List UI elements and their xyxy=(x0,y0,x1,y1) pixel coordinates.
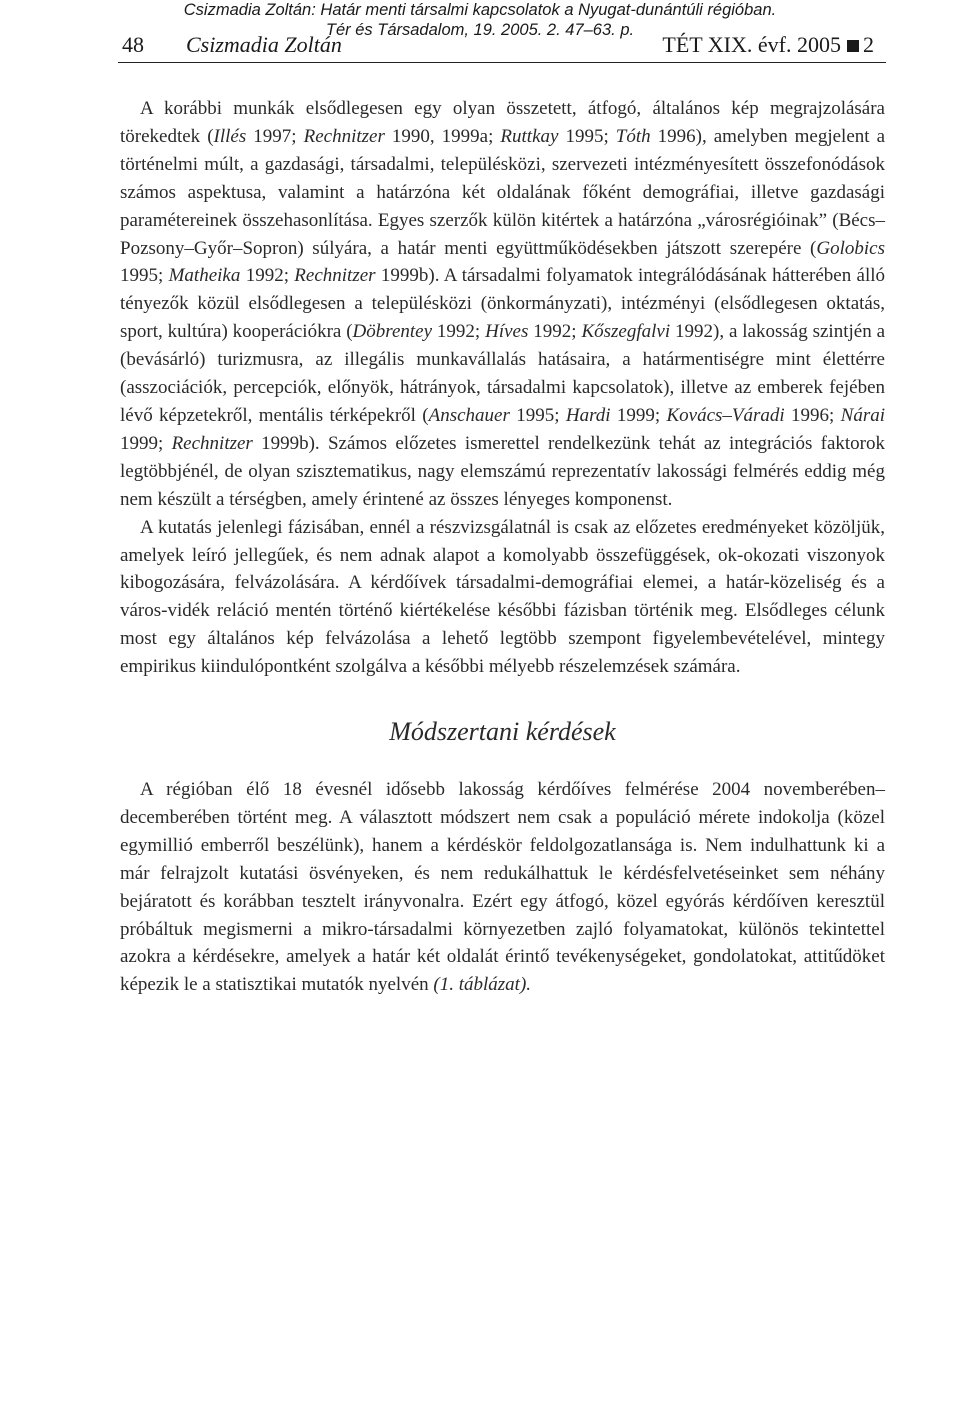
paragraph-1: A korábbi munkák elsődlegesen egy olyan összetett, átfogó, általános kép megrajzolására törekedtek (Illés 1997; Rechnitzer 1990, 1999a; Ruttkay 1995; Tóth 1996), amelyben megjelent a történelmi múlt, a gazdasági, társadalmi, településközi, szervezeti intézményesített összefonódások számos aspektusa, valamint a határzóna két oldalának főként demográfiai, illetve gazdasági paramétereinek összehasonlítása. Egyes szerzők külön kitértek a határzóna „városrégióinak” (Bécs–Pozsony–Győr–Sopron) súlyára, a határ menti együttműködésekben játszott szerepére (Golobics 1995; Matheika 1992; Rechnitzer 1999b). A társadalmi folyamatok integrálódásának hátterében álló tényezők közül elsődlegesen a településközi (önkormányzati), intézményi (elsődlegesen oktatás, sport, kultúra) kooperációkra (Döbrentey 1992; Híves 1992; Kőszegfalvi 1992), a lakosság szintjén a (bevásárló) turizmusra, az illegális munkavállalás hatásaira, a határmentiségre mint élettérre (asszociációk, percepciók, előnyök, hátrányok, társadalmi kapcsolatok), illetve az emberek fejében lévő képzetekről, mentális térképekről (Anschauer 1995; Hardi 1999; Kovács–Váradi 1996; Nárai 1999; Rechnitzer 1999b). Számos előzetes ismerettel rendelkezünk tehát az integrációs faktorok legtöbbjénél, de olyan szisztematikus, nagy elemszámú reprezentatív lakossági felmérés eddig még nem készült a térségben, amely érintené az összes lényeges komponenst. xyxy=(120,98,886,510)
running-head xyxy=(118,34,886,63)
cited-author: Híves xyxy=(485,321,529,343)
cited-author: Anschauer xyxy=(428,404,510,426)
running-head-author: Csizmadia Zoltán xyxy=(186,32,342,57)
square-bullet-icon xyxy=(847,40,859,52)
paragraph-3: A régióban élő 18 évesnél idősebb lakosság kérdőíves felmérése 2004 novemberében–decemberében történt meg. A választott módszert nem csak a populáció mérete indokolja (közel egymillió emberről beszélünk), hanem a kérdéskör feldolgozatlansága is. Nem indulhattunk ki a már felrajzolt kutatási ösvényeken, és nem redukálhattuk le kérdésfelvetéseinket sem néhány bejáratott és korábban tesztelt irányvonalra. Ezért egy átfogó, közel egyórás kérdőíven keresztül próbáltuk megismerni a mikro-társadalmi környezetben zajló folyamatokat, különös tekintettel azokra a kérdésekre, amelyek a határ két oldalát érintő tevékenységeket, gondolatokat, attitűdöket képezik le a statisztikai mutatók nyelvén (1. táblázat). xyxy=(120,779,885,996)
cited-author: Illés xyxy=(213,125,247,147)
running-head-journal xyxy=(662,32,874,58)
citation-line-1: Csizmadia Zoltán: Határ menti társalmi kapcsolatok a Nyugat-dunántúli régióban. xyxy=(183,1,777,19)
journal-volume: TÉT XIX. évf. 2005 xyxy=(662,32,841,57)
article-body xyxy=(120,95,885,999)
cited-author: Rechnitzer xyxy=(303,125,385,147)
cited-author: Kovács–Váradi xyxy=(666,404,785,426)
journal-issue-number: 2 xyxy=(863,32,874,57)
section-heading: Módszertani kérdések xyxy=(389,717,616,747)
table-reference: (1. táblázat). xyxy=(433,974,532,996)
cited-author: Golobics xyxy=(816,237,885,259)
cited-author: Hardi xyxy=(565,404,611,426)
cited-author: Kőszegfalvi xyxy=(581,321,671,343)
citation-line-2: Tér és Társadalom, 19. 2005. 2. 47–63. p. xyxy=(325,21,635,39)
page-number: 48 xyxy=(122,32,144,57)
cited-author: Döbrentey xyxy=(352,321,433,343)
cited-author: Rechnitzer xyxy=(171,432,253,454)
cited-author: Tóth xyxy=(615,125,651,147)
cited-author: Ruttkay xyxy=(500,125,559,147)
cited-author: Nárai xyxy=(840,404,886,426)
cited-author: Matheika xyxy=(168,265,241,287)
paragraph-2: A kutatás jelenlegi fázisában, ennél a részvizsgálatnál is csak az előzetes eredményeket közöljük, amelyek leíró jellegűek, és nem adnak alapot a komolyabb összefüggések, ok-okozati viszonyok kibogozására, felvázolására. A kérdőívek társadalmi-demográfiai elemei, a határ-közeliség és a város-vidék reláció mentén történő kiértékelése későbbi fázisban történik meg. Elsődleges célunk most egy általános kép felvázolása a lehető legtöbb szempont figyelembevételével, mintegy empirikus kiindulópontként szolgálva a későbbi mélyebb részelemzések számára. xyxy=(120,516,885,678)
cited-author: Rechnitzer xyxy=(294,265,376,287)
